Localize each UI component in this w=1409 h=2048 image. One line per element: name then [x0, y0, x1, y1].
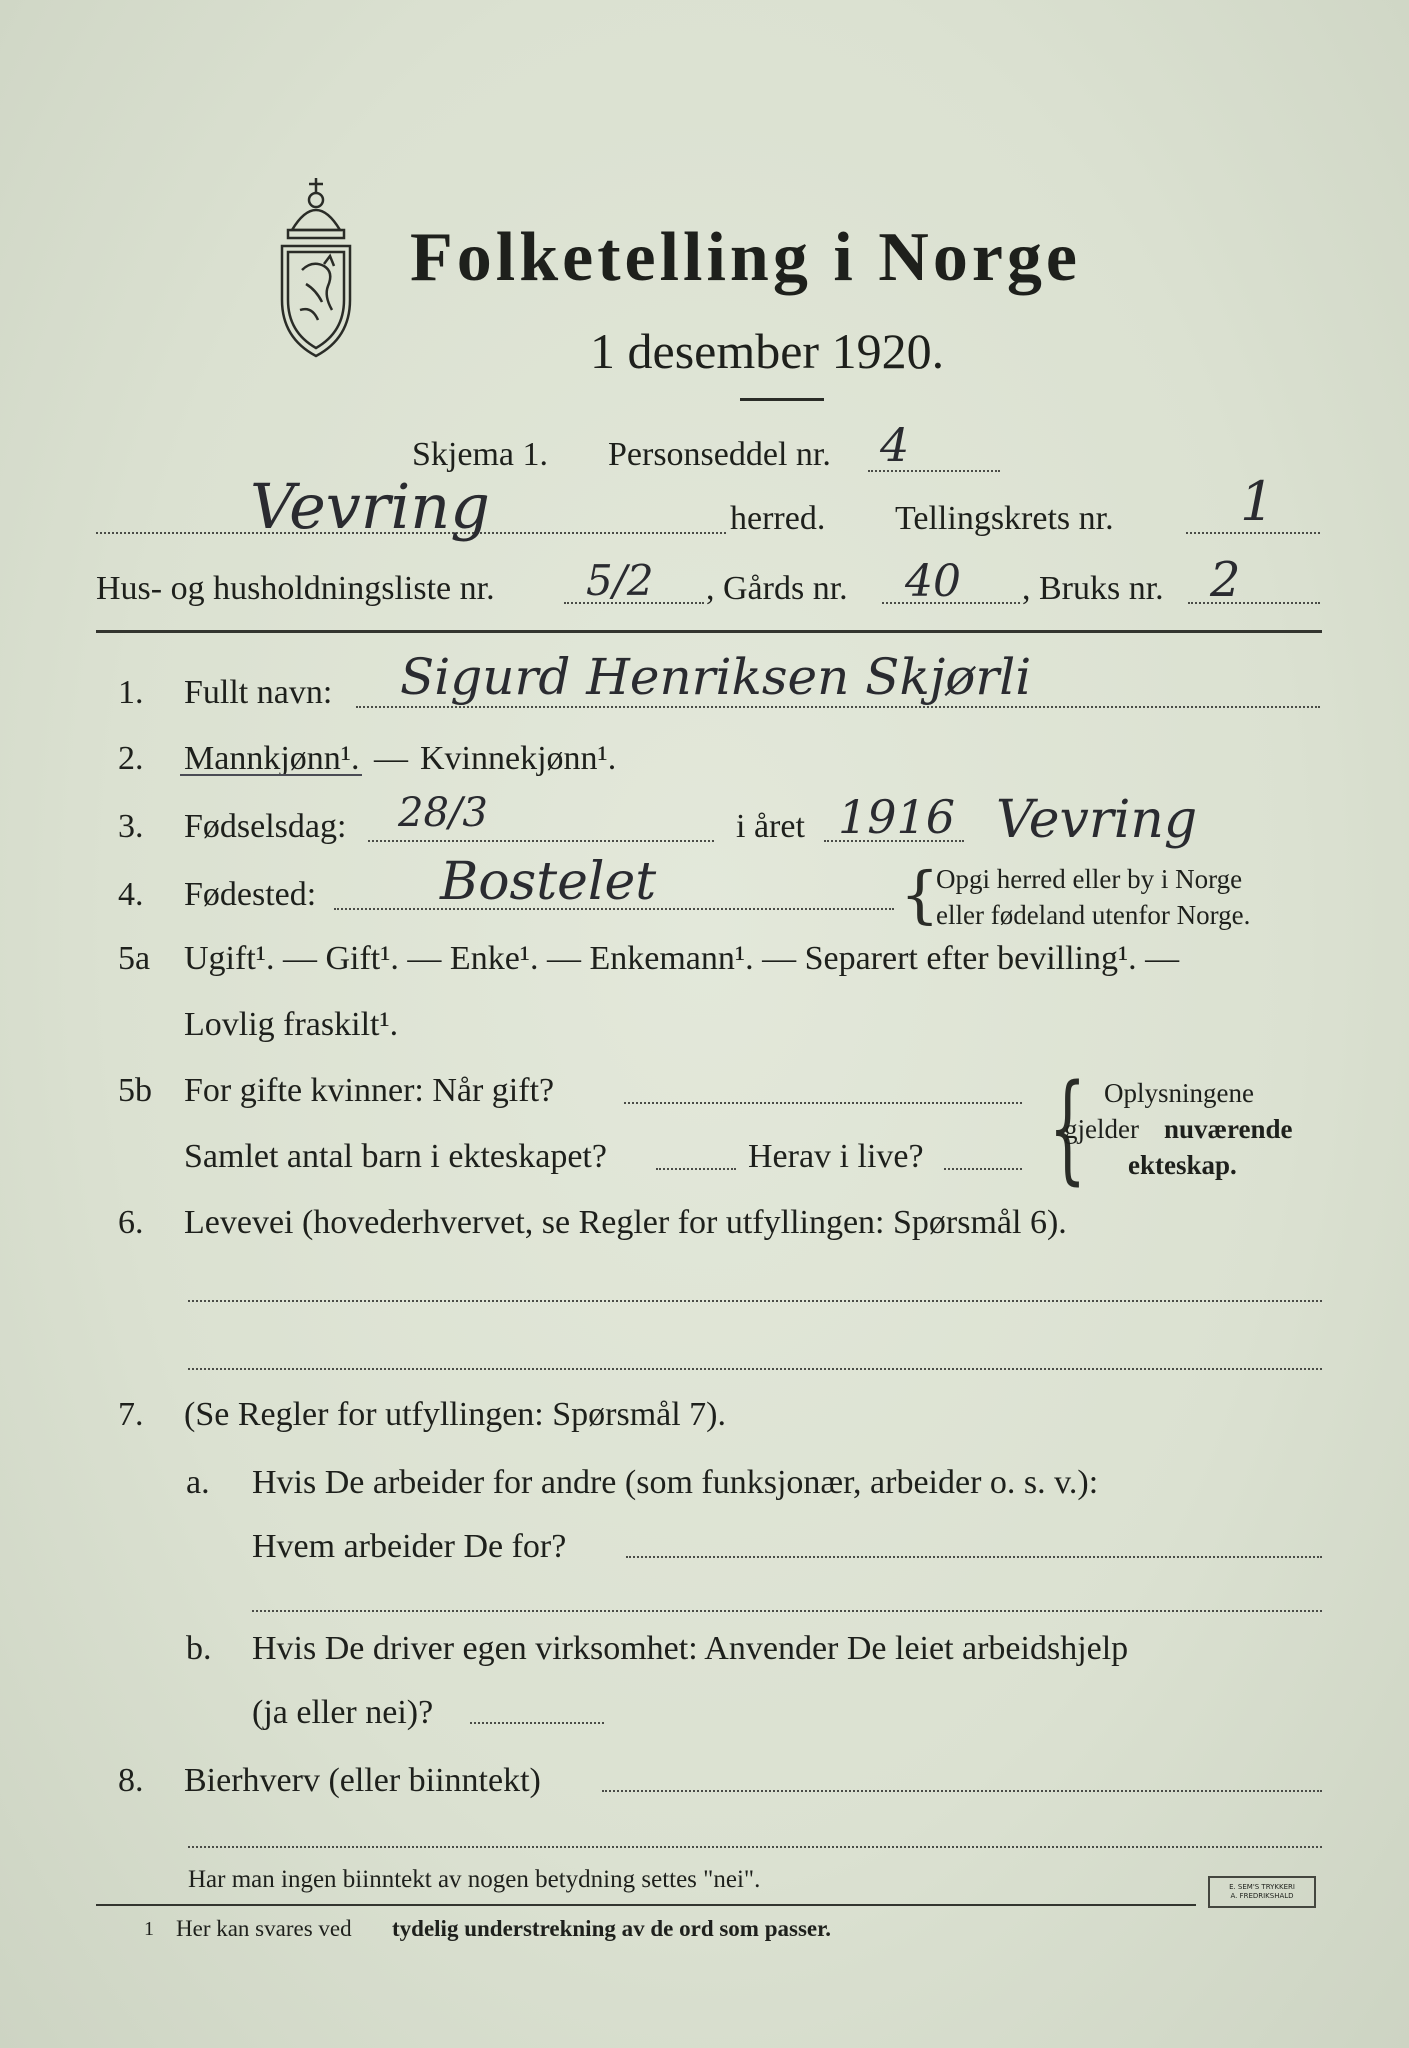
q5b-children-line: [656, 1168, 736, 1170]
bruks-line: [1188, 602, 1320, 604]
q4-number: 4.: [118, 876, 144, 913]
q5b-note-line2b: nuværende: [1164, 1114, 1293, 1144]
schema-label: Skjema 1.: [412, 436, 548, 473]
q7-label: (Se Regler for utfyllingen: Spørsmål 7).: [184, 1396, 727, 1433]
q5b-children-label: Samlet antal barn i ekteskapet?: [184, 1138, 607, 1175]
q7a-employer-line: [626, 1556, 1322, 1558]
q6-answer-line2: [188, 1368, 1322, 1370]
q7a-question: Hvis De arbeider for andre (som funksjonær, arbeider o. s. v.):: [252, 1464, 1099, 1501]
q5b-number: 5b: [118, 1072, 152, 1109]
q5b-note-line2a: gjelder: [1064, 1114, 1139, 1144]
q7a-extra-line: [252, 1610, 1322, 1612]
q7b-number: b.: [186, 1630, 212, 1667]
q5a-number: 5a: [118, 940, 151, 977]
q8-label: Bierhverv (eller biinntekt): [184, 1762, 541, 1799]
q4-note-line1: Opgi herred eller by i Norge: [936, 864, 1243, 894]
q1-number: 1.: [118, 674, 144, 711]
q1-full-name-value: Sigurd Henriksen Skjørli: [400, 648, 1032, 706]
hus-value: 5/2: [586, 556, 654, 605]
section-divider: [96, 630, 1322, 633]
footnote-text-bold: tydelig understrekning av de ord som passer.: [392, 1916, 831, 1941]
q7a-employer-label: Hvem arbeider De for?: [252, 1528, 567, 1565]
q4-birthplace-value: Bostelet: [440, 852, 657, 912]
q2-male-underline: [180, 774, 362, 776]
herred-label: herred.: [730, 500, 826, 537]
footnote-text: Her kan svares ved: [176, 1916, 352, 1941]
q5b-married-when-label: For gifte kvinner: Når gift?: [184, 1072, 555, 1109]
q7a-number: a.: [186, 1464, 210, 1501]
footnote-marker: 1: [144, 1918, 154, 1940]
tellingskrets-value: 1: [1240, 470, 1275, 533]
q5b-note-line3: ekteskap.: [1128, 1150, 1237, 1180]
personseddel-label: Personseddel nr.: [608, 436, 831, 473]
q3-extra-value: Vevring: [996, 790, 1198, 850]
q3-number: 3.: [118, 808, 144, 845]
tellingskrets-label: Tellingskrets nr.: [895, 500, 1114, 537]
q1-line: [356, 706, 1320, 708]
q1-label: Fullt navn:: [184, 674, 333, 711]
q3-label: Fødselsdag:: [184, 808, 347, 845]
q6-number: 6.: [118, 1204, 144, 1241]
q5a-divorced-option: Lovlig fraskilt¹.: [184, 1006, 399, 1043]
q3-birthday-value: 28/3: [398, 790, 488, 836]
q2-female-option: Kvinnekjønn¹.: [420, 740, 617, 777]
q3-year-value: 1916: [838, 790, 956, 844]
bruks-value: 2: [1210, 552, 1241, 608]
herred-value: Vevring: [250, 470, 490, 543]
q5b-note-line1: Oplysningene: [1104, 1078, 1254, 1108]
hus-label: Hus- og husholdningsliste nr.: [96, 570, 495, 607]
q8-line: [602, 1790, 1322, 1792]
form-title: Folketelling i Norge: [410, 219, 1082, 296]
title-divider: [740, 398, 824, 401]
bleed-through-text: [520, 108, 529, 142]
q5b-note-brace: {: [1048, 1058, 1087, 1196]
q5b-alive-label: Herav i live?: [748, 1138, 924, 1175]
footnote-divider: [96, 1904, 1196, 1906]
q7b-yes-no-label: (ja eller nei)?: [252, 1694, 434, 1731]
q3-line: [368, 840, 714, 842]
q6-label: Levevei (hovederhvervet, se Regler for utfyllingen: Spørsmål 6).: [184, 1204, 1067, 1241]
q5b-married-when-line: [624, 1102, 1022, 1104]
bruks-label: , Bruks nr.: [1022, 570, 1164, 607]
q3-year-label: i året: [736, 808, 805, 845]
norwegian-coat-of-arms-icon: [262, 160, 370, 360]
gards-label: , Gårds nr.: [706, 570, 848, 607]
q8-extra-line: [188, 1846, 1322, 1848]
printer-stamp-line2: A. FREDRIKSHALD: [1230, 1892, 1294, 1900]
q7b-yes-no-line: [470, 1722, 604, 1724]
q2-number: 2.: [118, 740, 144, 777]
q2-separator: —: [374, 740, 408, 777]
q5a-marital-options: Ugift¹. — Gift¹. — Enke¹. — Enkemann¹. — Separert efter bevilling¹. —: [184, 940, 1180, 977]
form-date: 1 desember 1920.: [590, 323, 945, 379]
printer-stamp-line1: E. SEM'S TRYKKERI: [1229, 1883, 1295, 1891]
gards-value: 40: [905, 556, 961, 607]
printer-stamp: [1208, 1876, 1316, 1908]
q7b-question: Hvis De driver egen virksomhet: Anvender De leiet arbeidshjelp: [252, 1630, 1129, 1667]
personseddel-value: 4: [880, 418, 910, 472]
q4-note-line2: eller fødeland utenfor Norge.: [936, 900, 1251, 930]
q5b-alive-line: [944, 1168, 1022, 1170]
q8-number: 8.: [118, 1762, 144, 1799]
q8-note: Har man ingen biinntekt av nogen betydning settes "nei".: [188, 1866, 761, 1893]
q6-answer-line1: [188, 1300, 1322, 1302]
q4-label: Fødested:: [184, 876, 317, 913]
q2-male-option: Mannkjønn¹.: [184, 740, 360, 777]
q4-note-brace: {: [900, 858, 940, 931]
q7-number: 7.: [118, 1396, 144, 1433]
